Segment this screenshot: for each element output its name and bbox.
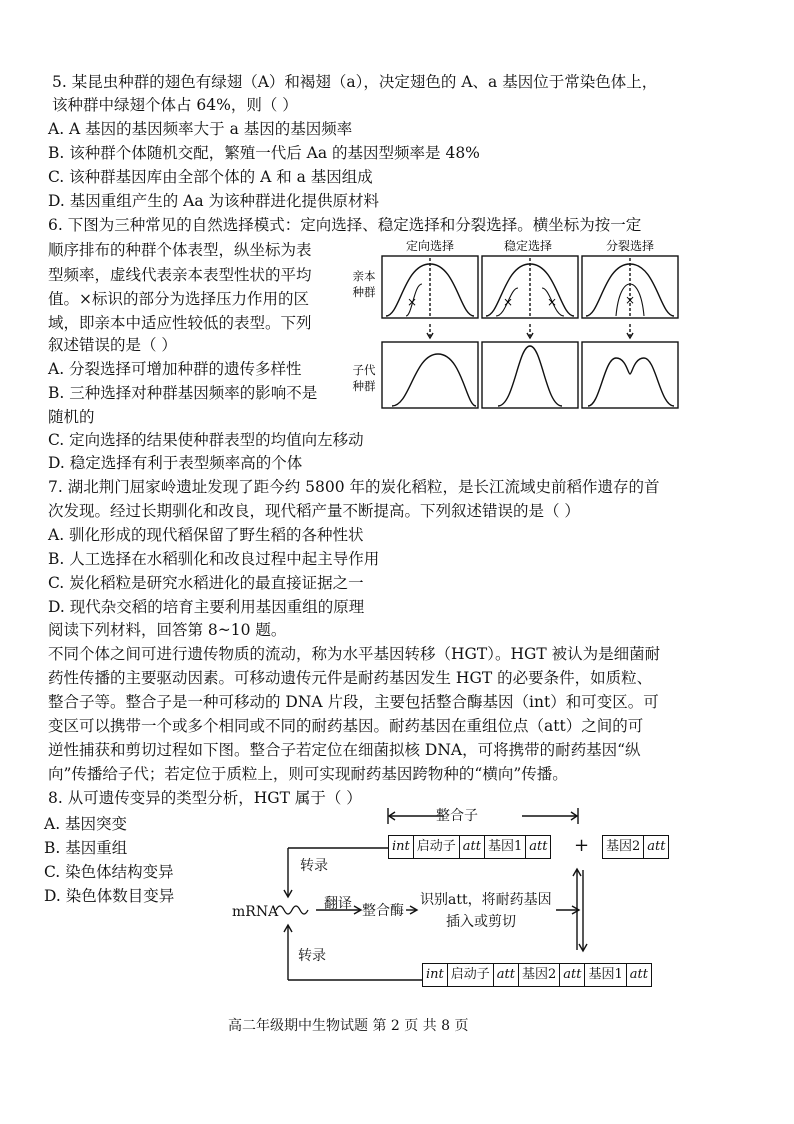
q5-stem-line2: 该种群中绿翅个体占 64%，则（ ） (52, 96, 298, 114)
transcribe-top-label: 转录 (300, 858, 328, 874)
q8-option-d: D. 染色体数目变异 (44, 887, 175, 905)
q8-stem: 8. 从可遗传变异的类型分析，HGT 属于（ ） (48, 789, 362, 807)
q6-option-b-line2: 随机的 (48, 408, 95, 426)
passage-line6: 向”传播给子代；若定位于质粒上，则可实现耐药基因跨物种的“横向”传播。 (48, 765, 568, 783)
q5-option-a: A. A 基因的基因频率大于 a 基因的基因频率 (48, 120, 353, 138)
passage-intro: 阅读下列材料，回答第 8~10 题。 (48, 621, 287, 639)
passage-line3: 整合子等。整合子是一种可移动的 DNA 片段，主要包括整合酶基因（int）和可变区。可 (48, 693, 659, 711)
q6-stem-line4: 值。×标识的部分为选择压力作用的区 (48, 290, 309, 308)
x-mark-stabilizing-right: × (546, 295, 558, 309)
offspring-label-1: 子代 (352, 363, 376, 377)
parent-label-2: 种群 (352, 285, 376, 299)
gene1-cell: 基因1 (485, 836, 526, 858)
q6-option-c: C. 定向选择的结果使种群表型的均值向左移动 (48, 431, 364, 449)
plus-sign: + (574, 835, 590, 856)
offspring-label-2: 种群 (352, 379, 376, 393)
gene2-cell: 基因2 (519, 964, 560, 986)
panel-title-directional: 定向选择 (405, 239, 455, 253)
q6-stem-line2: 顺序排布的种群个体表型，纵坐标为表 (48, 241, 312, 259)
q6-option-b-line1: B. 三种选择对种群基因频率的影响不是 (48, 384, 318, 402)
att-cell: att (560, 964, 585, 986)
directional-offspring-panel (382, 342, 478, 408)
q6-option-a: A. 分裂选择可增加种群的遗传多样性 (48, 360, 302, 378)
att-cell: att (494, 964, 519, 986)
integrase-label: 整合酶 (362, 903, 404, 919)
promoter-cell: 启动子 (448, 964, 494, 986)
page-footer: 高二年级期中生物试题 第 2 页 共 8 页 (228, 1018, 469, 1034)
q5-stem-line1: 5. 某昆虫种群的翅色有绿翅（A）和褐翅（a），决定翅色的 A、a 基因位于常染色体上， (52, 73, 658, 91)
q7-option-a: A. 驯化形成的现代稻保留了野生稻的各种性状 (48, 526, 364, 544)
integron-label: 整合子 (436, 808, 478, 824)
q7-option-d: D. 现代杂交稻的培育主要利用基因重组的原理 (48, 598, 365, 616)
q7-stem-line2: 次发现。经过长期驯化和改良，现代稻产量不断提高。下列叙述错误的是（ ） (48, 502, 580, 520)
q5-option-b: B. 该种群个体随机交配，繁殖一代后 Aa 的基因型频率是 48% (48, 144, 480, 162)
q5-option-d: D. 基因重组产生的 Aa 为该种群进化提供原材料 (48, 192, 380, 210)
passage-line2: 药性传播的主要驱动因素。可移动遗传元件是耐药基因发生 HGT 的必要条件，如质粒、 (48, 669, 653, 687)
transcribe-bottom-label: 转录 (298, 948, 326, 964)
q6-stem-line1: 6. 下图为三种常见的自然选择模式：定向选择、稳定选择和分裂选择。横坐标为按一定 (48, 216, 642, 234)
x-mark-stabilizing-left: × (502, 295, 514, 309)
int-cell: int (423, 964, 448, 986)
q6-stem-line5: 域，即亲本中适应性较低的表型。下列 (48, 314, 312, 332)
panel-title-disruptive: 分裂选择 (605, 239, 655, 253)
q6-stem-line3: 型频率，虚线代表亲本表型性状的平均 (48, 266, 312, 284)
parent-label-1: 亲本 (352, 269, 376, 283)
integron-top-box (388, 835, 551, 859)
q6-stem-line6: 叙述错误的是（ ） (48, 336, 177, 354)
gene1-cell: 基因1 (585, 964, 626, 986)
q8-option-b: B. 基因重组 (44, 839, 128, 857)
integron-bottom-box (422, 963, 652, 987)
mrna-label: mRNA (232, 904, 279, 920)
x-mark-directional: × (406, 295, 418, 309)
gene2-cell: 基因2 (603, 836, 644, 858)
stabilizing-parent-panel (482, 256, 578, 338)
att-cell: att (460, 836, 485, 858)
passage-line4: 变区可以携带一个或多个相同或不同的耐药基因。耐药基因在重组位点（att）之间的可 (48, 717, 644, 735)
q8-option-a: A. 基因突变 (44, 815, 128, 833)
selection-modes-figure (348, 234, 682, 414)
action-line2: 插入或剪切 (446, 914, 516, 930)
translate-label: 翻译 (324, 896, 352, 912)
passage-line1: 不同个体之间可进行遗传物质的流动，称为水平基因转移（HGT）。HGT 被认为是细菌耐 (48, 645, 661, 663)
q6-option-d: D. 稳定选择有利于表型频率高的个体 (48, 454, 303, 472)
att-cell: att (647, 839, 666, 854)
directional-parent-panel (382, 256, 478, 338)
stabilizing-offspring-panel (482, 342, 578, 408)
att-cell: att (629, 967, 648, 982)
q8-option-c: C. 染色体结构变异 (44, 863, 174, 881)
passage-line5: 逆性捕获和剪切过程如下图。整合子若定位在细菌拟核 DNA，可将携带的耐药基因“纵 (48, 741, 641, 759)
gene2-cassette-box (602, 835, 669, 859)
q7-stem-line1: 7. 湖北荆门屈家岭遗址发现了距今约 5800 年的炭化稻粒，是长江流域史前稻作遗存的首 (48, 478, 660, 496)
q7-option-c: C. 炭化稻粒是研究水稻进化的最直接证据之一 (48, 574, 364, 592)
x-mark-disruptive: × (624, 293, 636, 307)
q5-option-c: C. 该种群基因库由全部个体的 A 和 a 基因组成 (48, 168, 373, 186)
disruptive-offspring-panel (582, 342, 678, 408)
panel-title-stabilizing: 稳定选择 (503, 239, 553, 253)
action-line1: 识别att，将耐药基因 (420, 892, 552, 908)
att-cell: att (529, 839, 548, 854)
promoter-cell: 启动子 (414, 836, 460, 858)
int-cell: int (389, 836, 414, 858)
q7-option-b: B. 人工选择在水稻驯化和改良过程中起主导作用 (48, 550, 380, 568)
